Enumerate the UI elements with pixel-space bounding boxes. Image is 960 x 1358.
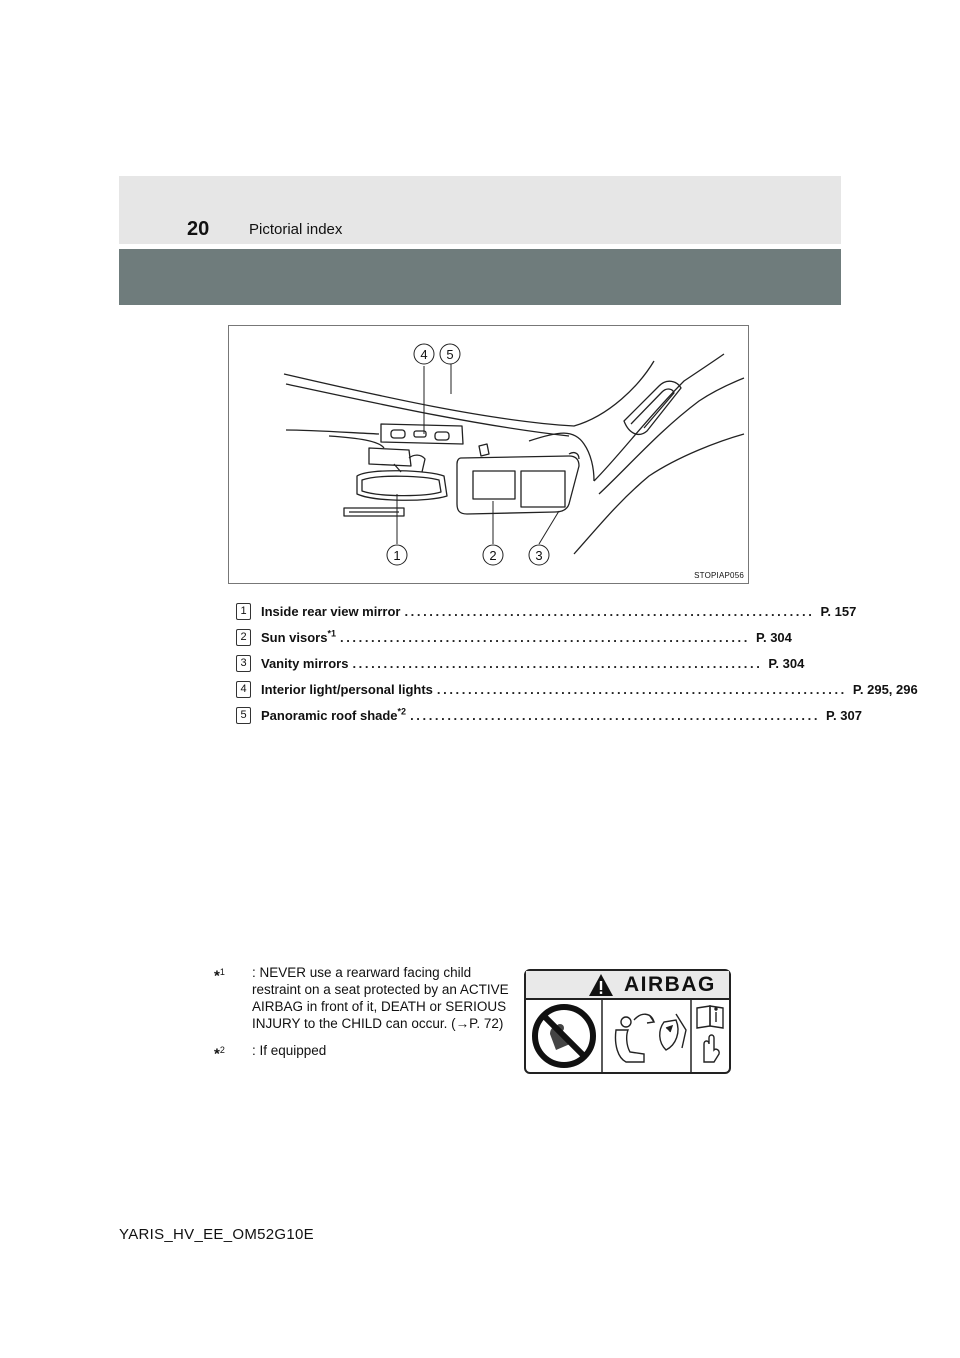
- callout-2: 2: [489, 548, 497, 563]
- item-label: Sun visors$^{*1}$: [261, 628, 336, 645]
- footnote-text: : NEVER use a rearward facing child restraint on a seat protected by an ACTIVE AIRBAG in front of it, DEATH or SERIOUS INJURY to the CHILD can occur. (→P. 72): [252, 965, 509, 1031]
- model-code: YARIS_HV_EE_OM52G10E: [119, 1226, 314, 1243]
- page-reference[interactable]: P. 307: [826, 707, 862, 723]
- page-reference[interactable]: P. 295, 296: [852, 681, 918, 697]
- footnote-text: : If equipped: [252, 1043, 327, 1058]
- item-label: Interior light/personal lights: [261, 681, 433, 697]
- index-item-vanity-mirrors[interactable]: [236, 650, 805, 676]
- footnote-ref: *1: [327, 628, 336, 639]
- item-number: 2: [236, 629, 251, 646]
- page-number: 20: [187, 218, 210, 240]
- index-item-panoramic-roof-shade[interactable]: [236, 702, 862, 728]
- dot-leader: ..................................................................: [339, 629, 750, 645]
- page-reference[interactable]: P. 304: [768, 655, 805, 671]
- callout-3: 3: [535, 548, 543, 563]
- seat-airbag-icon: [615, 1014, 686, 1062]
- item-label: Panoramic roof shade$^{*2}$: [261, 706, 407, 723]
- page-reference[interactable]: P. 304: [755, 629, 792, 645]
- footnote-2: [214, 1042, 514, 1063]
- callout-5: 5: [446, 347, 454, 362]
- dot-leader: ..................................................................: [352, 655, 763, 671]
- index-item-sun-visors[interactable]: [236, 624, 792, 650]
- item-label: Vanity mirrors: [261, 655, 349, 671]
- index-list: [236, 598, 918, 728]
- page-reference[interactable]: P. 157: [820, 603, 857, 619]
- item-number: 3: [236, 655, 251, 672]
- dot-leader: ..................................................................: [410, 707, 821, 723]
- interior-ceiling-illustration: [228, 325, 749, 584]
- warning-triangle-icon: [588, 973, 614, 997]
- header-bar: [119, 176, 841, 244]
- footnote-1: [214, 964, 514, 1032]
- item-number: 4: [236, 681, 251, 698]
- airbag-pictograms: [526, 1000, 729, 1072]
- airbag-label-header: [526, 971, 729, 1000]
- callout-1: 1: [393, 548, 401, 563]
- item-number: 5: [236, 707, 251, 724]
- airbag-title: AIRBAG: [624, 973, 716, 996]
- footnotes: [214, 964, 514, 1073]
- item-label: Inside rear view mirror: [261, 603, 401, 619]
- footnote-mark: *$^1$: [214, 967, 225, 985]
- footnote-mark: *$^2$: [214, 1045, 225, 1063]
- header-band: [119, 249, 841, 305]
- footnote-ref: *2: [397, 706, 407, 717]
- read-manual-icon: [697, 1006, 723, 1062]
- dot-leader: ..................................................................: [436, 681, 847, 697]
- ceiling-drawing: [229, 326, 750, 585]
- figure-code: STOPIAP056: [694, 571, 744, 580]
- section-title: Pictorial index: [249, 221, 343, 238]
- dot-leader: ..................................................................: [404, 603, 815, 619]
- index-item-interior-lights[interactable]: [236, 676, 918, 702]
- callout-4: 4: [420, 347, 428, 362]
- airbag-warning-label: [524, 969, 731, 1074]
- index-item-inside-rear-view-mirror[interactable]: [236, 598, 857, 624]
- no-rear-facing-child-seat-icon: [535, 1007, 593, 1065]
- item-number: 1: [236, 603, 251, 620]
